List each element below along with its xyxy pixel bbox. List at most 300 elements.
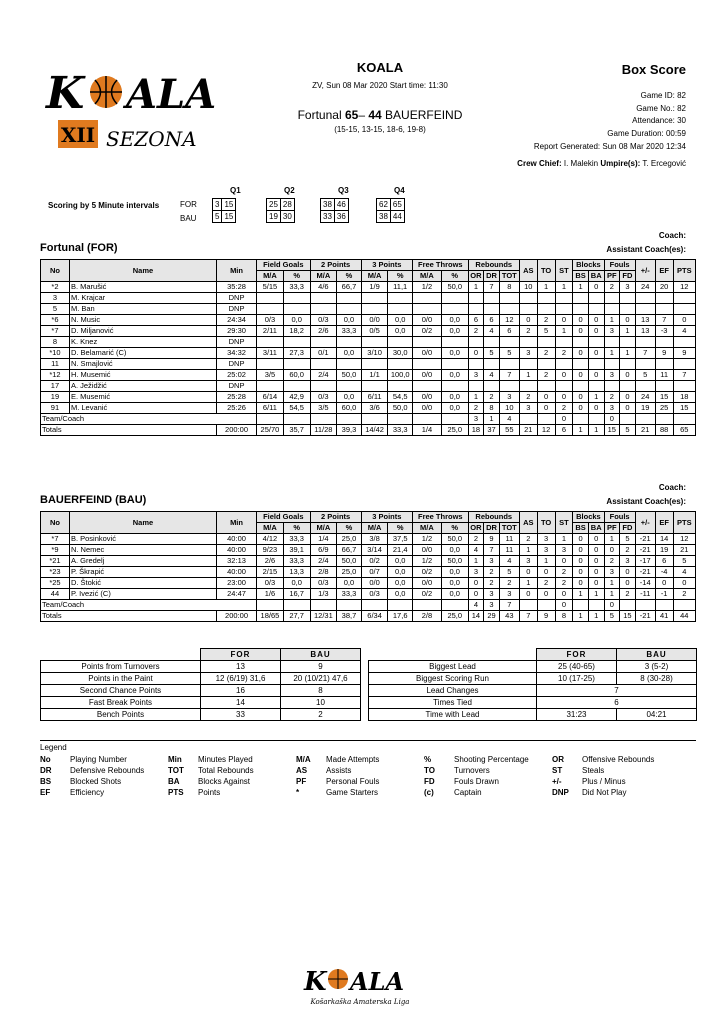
player-cell [412,304,441,315]
player-cell: 1/9 [361,282,388,293]
player-cell [388,304,413,315]
player-cell [519,381,537,392]
player-cell: 1 [519,545,537,556]
player-cell [412,359,441,370]
player-cell: 1/2 [412,534,441,545]
player-cell: 0/0 [361,315,388,326]
col-header-rebounds: Rebounds [468,512,519,523]
totals-cell: 8 [555,611,573,622]
team-coach-cell [537,600,555,611]
quarter-scores: (15-15, 13-15, 18-6, 19-8) [334,125,426,134]
player-cell: 0/2 [412,326,441,337]
totals-cell: 9 [537,611,555,622]
player-cell: 7 [673,370,695,381]
player-cell: 3/10 [361,348,388,359]
player-cell: 0 [573,326,589,337]
player-cell: 3 [519,556,537,567]
player-cell: 37,5 [388,534,413,545]
player-cell: 0,0 [441,578,468,589]
col-header-two_points: 2 Points [310,512,361,523]
team-coach-cell: 3 [468,414,484,425]
player-cell: 0/0 [412,578,441,589]
legend-desc: Plus / Minus [582,777,626,786]
player-cell [468,337,484,348]
player-cell [604,337,620,348]
legend-item [168,754,253,765]
legend-item [40,776,121,787]
legend-item [40,787,104,798]
summary-row [41,661,361,673]
player-cell [283,381,310,392]
col-header-blocks: Blocks [573,260,604,271]
scoring-label: Scoring by 5 Minute intervals [48,201,160,210]
summary-blank [369,649,537,661]
player-cell: 6 [655,556,673,567]
col-header-rebounds: Rebounds [468,260,519,271]
player-cell: N. Music [69,315,216,326]
col-header-ma: M/A [412,523,441,534]
player-cell [361,381,388,392]
team-coach-cell: 4 [499,414,519,425]
player-cell: 1 [519,370,537,381]
col-header-pct: % [337,271,362,282]
player-row [41,326,696,337]
team-coach-cell [673,600,695,611]
player-cell: 91 [41,403,70,414]
player-cell: E. Musemić [69,392,216,403]
player-cell: 1/6 [257,589,284,600]
totals-cell: 18/65 [257,611,284,622]
summary-value: 10 [281,697,361,709]
summary-header: BAU [281,649,361,661]
player-cell [673,359,695,370]
player-cell: 4 [484,370,500,381]
player-cell [555,381,573,392]
player-cell: D. Štokić [69,578,216,589]
player-cell: 3 [41,293,70,304]
player-cell: 1 [620,348,636,359]
player-cell: *21 [41,556,70,567]
legend-abbr: DR [40,766,52,775]
col-header-pct: % [283,523,310,534]
col-header-min: Min [216,512,256,534]
player-cell [337,381,362,392]
summary-label: Times Tied [369,697,537,709]
player-cell [519,304,537,315]
col-header-pf: PF [604,523,620,534]
player-cell [620,337,636,348]
col-header-st: ST [555,260,573,282]
player-cell: 2/11 [257,326,284,337]
col-header-free_throws: Free Throws [412,260,468,271]
league-logo [42,62,222,162]
player-cell: 0 [555,392,573,403]
player-cell: -4 [655,567,673,578]
totals-cell: 21 [519,425,537,436]
player-cell: 2 [673,589,695,600]
player-cell: 7 [499,370,519,381]
player-cell: 50,0 [388,403,413,414]
player-cell [604,359,620,370]
team-coach-cell [283,600,310,611]
team-coach-cell [537,414,555,425]
player-cell [337,304,362,315]
player-cell: 2/4 [310,370,337,381]
player-cell: 42,9 [283,392,310,403]
player-cell: 3/5 [310,403,337,414]
totals-cell: 39,3 [337,425,362,436]
player-cell: 0 [604,545,620,556]
totals-cell: 1 [588,611,604,622]
player-cell [484,381,500,392]
summary-label: Time with Lead [369,709,537,721]
player-cell [283,337,310,348]
player-cell [388,293,413,304]
player-cell: 2 [537,315,555,326]
player-cell: 0/0 [412,370,441,381]
summary-value: 8 [281,685,361,697]
team-coach-cell [310,414,337,425]
player-cell [257,337,284,348]
player-cell: 3 [604,567,620,578]
player-cell: 0 [537,567,555,578]
player-cell: 0,0 [441,326,468,337]
player-cell: 1 [573,589,589,600]
player-cell [337,293,362,304]
player-cell: M. Krajcar [69,293,216,304]
player-cell: 5 [499,567,519,578]
summary-row [369,673,697,685]
summary-left [40,648,361,721]
player-cell [310,359,337,370]
player-row [41,392,696,403]
player-cell [361,337,388,348]
player-cell: 5 [41,304,70,315]
team-coach-cell [337,414,362,425]
col-header-ma: M/A [257,271,284,282]
event-info: ZV, Sun 08 Mar 2020 Start time: 11:30 [312,81,448,90]
player-cell: 1 [555,282,573,293]
player-cell: -21 [635,534,655,545]
col-header-ma: M/A [257,523,284,534]
team-coach-label: Team/Coach [41,600,257,611]
player-cell: K. Knez [69,337,216,348]
player-cell: 0/3 [257,315,284,326]
legend-item [168,787,220,798]
player-cell: -21 [635,567,655,578]
col-header-ef: EF [655,512,673,534]
col-header-tot: TOT [499,523,519,534]
summary-value: 16 [201,685,281,697]
player-cell: 4/12 [257,534,284,545]
player-cell: -14 [635,578,655,589]
player-cell: 11 [499,545,519,556]
player-cell: 2 [555,348,573,359]
player-cell: 0/3 [361,589,388,600]
player-cell: 33,3 [283,282,310,293]
player-cell: 40:00 [216,545,256,556]
player-cell: 8 [484,403,500,414]
legend-desc: Efficiency [70,788,105,797]
player-cell: 1 [555,534,573,545]
legend-desc: Personal Fouls [326,777,380,786]
player-cell: P. Ivezić (C) [69,589,216,600]
player-cell [555,337,573,348]
player-cell [620,304,636,315]
player-cell [337,359,362,370]
player-cell: 0 [588,534,604,545]
player-row [41,567,696,578]
col-header-ma: M/A [310,523,337,534]
summary-row [369,697,697,709]
legend-desc: Shooting Percentage [454,755,529,764]
player-row [41,545,696,556]
player-cell: 5/15 [257,282,284,293]
player-cell [257,293,284,304]
player-cell: 29:30 [216,326,256,337]
player-cell: 3/6 [361,403,388,414]
player-cell: 33,3 [337,326,362,337]
team-coach-cell: 0 [604,414,620,425]
player-cell: 39,1 [283,545,310,556]
player-cell: 24 [635,282,655,293]
player-row [41,337,696,348]
team-coach-cell [573,414,589,425]
player-cell: 25,0 [337,567,362,578]
legend-item [424,754,529,765]
player-cell: 11 [41,359,70,370]
player-cell: 12 [673,282,695,293]
player-cell [337,337,362,348]
player-cell [573,381,589,392]
player-row [41,381,696,392]
player-cell: 2/4 [310,556,337,567]
player-cell [468,381,484,392]
summary-row [369,709,697,721]
col-header-to: TO [537,260,555,282]
totals-cell: 25,0 [441,611,468,622]
player-cell [519,337,537,348]
player-cell: 3 [484,589,500,600]
team-coach-cell [257,600,284,611]
player-cell: 0,0 [441,567,468,578]
col-header-or: OR [468,271,484,282]
legend-desc: Turnovers [454,766,490,775]
team2-box-score [40,511,696,622]
legend-abbr: BA [168,777,180,786]
player-cell: 5 [537,326,555,337]
player-cell: 3/11 [257,348,284,359]
scoring-q4: 62 65 38 44 [376,198,405,223]
col-header-ma: M/A [412,271,441,282]
player-cell [537,293,555,304]
legend-desc: Minutes Played [198,755,253,764]
totals-cell: 65 [673,425,695,436]
team-coach-cell [412,414,441,425]
player-row [41,293,696,304]
legend-abbr: No [40,755,51,764]
team-coach-cell: 0 [555,414,573,425]
player-cell [588,381,604,392]
player-cell: 3 [537,545,555,556]
player-cell: 0 [573,370,589,381]
team-coach-cell [388,414,413,425]
team-coach-cell [635,600,655,611]
player-cell: 2 [537,348,555,359]
legend-item [40,754,127,765]
player-cell [673,304,695,315]
summary-label: Points from Turnovers [41,661,201,673]
totals-cell: Totals [41,425,217,436]
player-cell [441,359,468,370]
player-cell [468,293,484,304]
player-cell: 2 [555,567,573,578]
player-cell: 11 [499,534,519,545]
summary-value: 10 (17-25) [537,673,617,685]
player-cell: 0 [555,556,573,567]
team-coach-cell [588,414,604,425]
player-cell: 15 [673,403,695,414]
col-header-no: No [41,512,70,534]
legend-desc: Made Attempts [326,755,380,764]
scoring-q2: 25 28 19 30 [266,198,295,223]
player-cell: 34:32 [216,348,256,359]
player-cell: *2 [41,282,70,293]
player-cell: 6 [499,326,519,337]
legend-desc: Did Not Play [582,788,627,797]
legend-item [296,776,379,787]
player-cell: 0,0 [441,370,468,381]
player-cell: 0 [537,403,555,414]
player-cell: 0 [555,315,573,326]
scoring-q1: 3 15 5 15 [212,198,236,223]
legend-desc: Steals [582,766,605,775]
player-cell: 0/5 [361,326,388,337]
player-cell: 4 [673,567,695,578]
player-row [41,578,696,589]
player-cell [257,381,284,392]
player-cell: A. Ježidžić [69,381,216,392]
col-header-fd: FD [620,271,636,282]
player-cell [468,304,484,315]
summary-value: 13 [201,661,281,673]
player-cell: 24:47 [216,589,256,600]
player-cell: 1 [537,556,555,567]
player-cell: B. Marušić [69,282,216,293]
col-header-as: AS [519,512,537,534]
summary-right [368,648,697,721]
totals-cell: 1 [588,425,604,436]
summary-row [41,709,361,721]
player-cell: 0/3 [310,392,337,403]
player-cell: 2 [537,578,555,589]
col-header-as: AS [519,260,537,282]
col-header-dr: DR [484,523,500,534]
player-cell: 0 [620,578,636,589]
totals-cell: 14 [468,611,484,622]
player-cell: 3 [468,370,484,381]
player-cell: 0,0 [388,315,413,326]
legend-abbr: ST [552,766,563,775]
player-cell: 5 [635,370,655,381]
player-cell: 0 [588,282,604,293]
player-cell: 0 [588,315,604,326]
player-cell [499,359,519,370]
col-header-bs: BS [573,523,589,534]
player-cell: 0,0 [388,567,413,578]
player-row [41,370,696,381]
col-header-name: Name [69,512,216,534]
player-cell [604,381,620,392]
player-cell: 5 [499,348,519,359]
player-cell [412,293,441,304]
totals-cell: 200:00 [216,611,256,622]
player-cell: 44 [41,589,70,600]
team-coach-cell [620,600,636,611]
player-cell [257,304,284,315]
player-cell: DNP [216,381,256,392]
player-cell [499,304,519,315]
team-coach-cell [655,600,673,611]
team-coach-cell [620,414,636,425]
player-cell: 9 [673,348,695,359]
player-cell [588,337,604,348]
player-cell [537,381,555,392]
team-coach-cell [588,600,604,611]
totals-cell: 17,6 [388,611,413,622]
summary-value: 33 [201,709,281,721]
player-cell [620,293,636,304]
footer-logo: K ALA Košarkaška Amaterska Liga [304,967,410,1006]
legend-item [552,787,626,798]
col-header-pct: % [388,523,413,534]
player-cell: 0,0 [441,392,468,403]
player-cell: 3 [499,392,519,403]
col-header-or: OR [468,523,484,534]
player-cell: DNP [216,337,256,348]
legend-desc: Points [198,788,221,797]
player-cell: 1 [604,315,620,326]
player-cell: 0,0 [337,578,362,589]
svg-text:ALA: ALA [350,967,405,996]
player-cell: 2 [519,326,537,337]
player-cell: 0 [620,370,636,381]
player-cell [673,337,695,348]
col-header-tot: TOT [499,271,519,282]
summary-value: 12 (6/19) 31,6 [201,673,281,685]
svg-text:SEZONA: SEZONA [106,127,197,151]
player-cell: 7 [484,545,500,556]
player-cell [555,304,573,315]
player-cell: 6/14 [257,392,284,403]
summary-value: 25 (40-65) [537,661,617,673]
summary-label: Second Chance Points [41,685,201,697]
player-cell: 2 [537,370,555,381]
player-cell [655,337,673,348]
player-row [41,282,696,293]
player-cell: 2 [468,534,484,545]
team1-asst-label: Assistant Coach(es): [606,245,686,254]
player-cell: 1 [620,326,636,337]
player-cell [588,359,604,370]
player-cell: 2 [499,578,519,589]
player-cell: 3 [519,403,537,414]
player-cell: 0,0 [388,326,413,337]
player-cell [620,381,636,392]
col-header-ma: M/A [361,271,388,282]
player-cell: 0,0 [337,348,362,359]
player-row [41,556,696,567]
